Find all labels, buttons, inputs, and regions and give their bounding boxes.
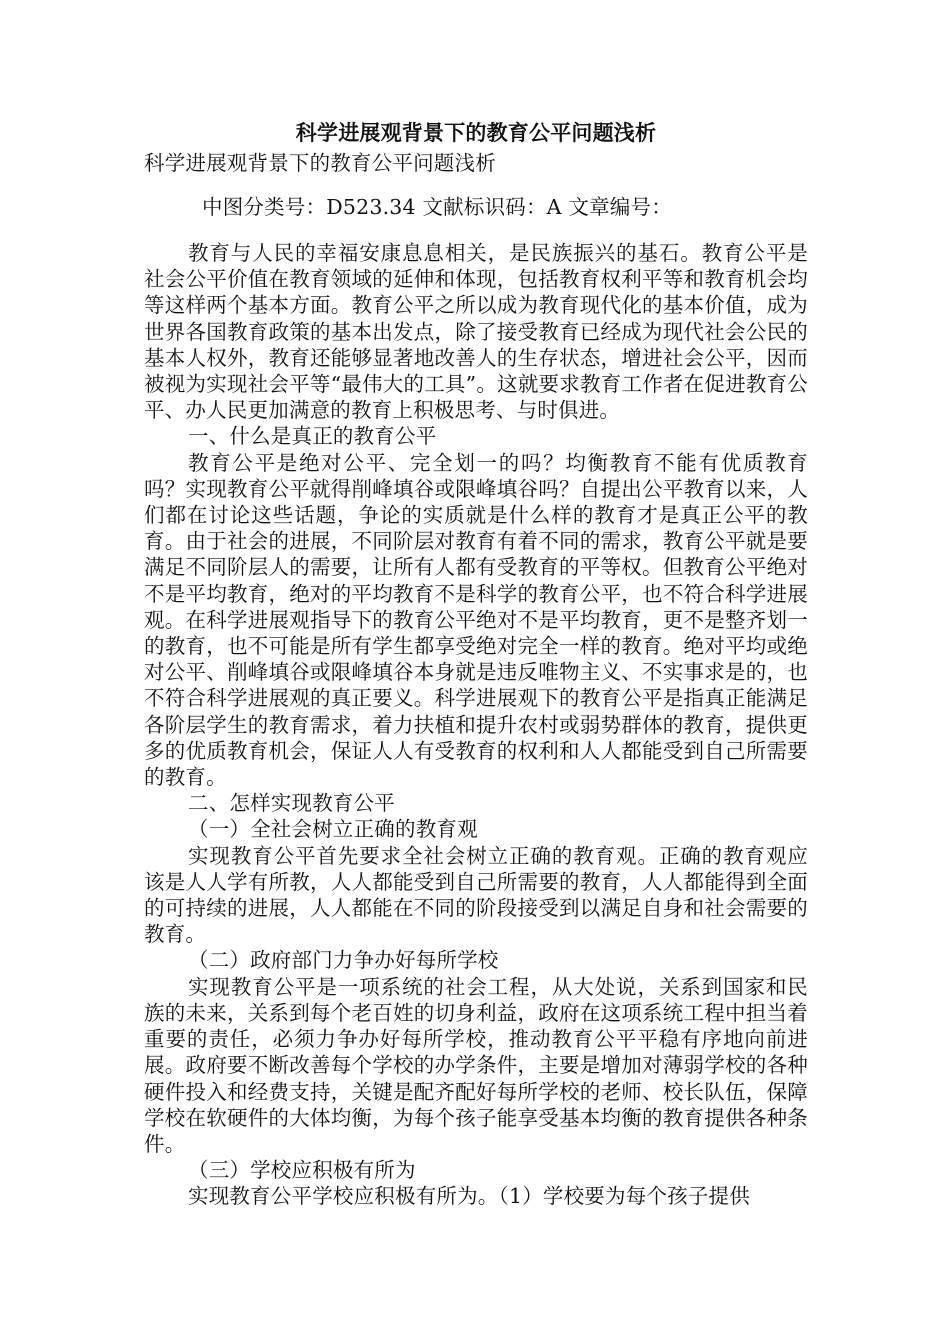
subsection1-heading: （一）全社会树立正确的教育观 — [188, 817, 478, 842]
subsection3-heading: （三）学校应积极有所为 — [188, 1158, 416, 1183]
section1-heading: 一、什么是真正的教育公平 — [188, 424, 437, 449]
section1-paragraph: 教育公平是绝对公平、完全划一的吗？均衡教育不能有优质教育吗？实现教育公平就得削峰填谷或限峰填谷吗？自提出公平教育以来，人们都在讨论这些话题，争论的实质就是什么样的教育才是真正公平的教育。由于社会的进展，不同阶层对教育有着不同的需求，教育公平就是要满足不同阶层人的需要，让所有人都有受教育的平等权。但教育公平绝对不是平均教育，绝对的平均教育不是科学的教育公平，也不符合科学进展观。在科学进展观指导下的教育公平绝对不是平均教育，更不是整齐划一的教育，也不可能是所有学生都享受绝对完全一样的教育。绝对平均或绝对公平、削峰填谷或限峰填谷本身就是违反唯物主义、不实事求是的，也不符合科学进展观的真正要义。科学进展观下的教育公平是指真正能满足各阶层学生的教育需求，着力扶植和提升农村或弱势群体的教育，提供更多的优质教育机会，保证人人有受教育的权利和人人都能受到自己所需要的教育。 — [144, 450, 808, 790]
intro-paragraph: 教育与人民的幸福安康息息相关，是民族振兴的基石。教育公平是社会公平价值在教育领域的延伸和体现，包括教育权利平等和教育机会均等这样两个基本方面。教育公平之所以成为教育现代化的基本价值，成为世界各国教育政策的基本出发点，除了接受教育已经成为现代社会公民的基本人权外，教育还能够显著地改善人的生存状态，增进社会公平，因而被视为实现社会平等“最伟大的工具”。这就要求教育工作者在促进教育公平、办人民更加满意的教育上积极思考、与时俱进。 — [144, 241, 808, 423]
subsection2-paragraph: 实现教育公平是一项系统的社会工程，从大处说，关系到国家和民族的未来，关系到每个老百姓的切身利益，政府在这项系统工程中担当着重要的责任，必须力争办好每所学校，推动教育公平平稳有序地向前进展。政府要不断改善每个学校的办学条件，主要是增加对薄弱学校的各种硬件投入和经费支持，关键是配齐配好每所学校的老师、校长队伍，保障学校在软硬件的大体均衡，为每个孩子能享受基本均衡的教育提供各种条件。 — [144, 974, 808, 1156]
section2-heading: 二、怎样实现教育公平 — [188, 791, 395, 816]
subsection1-paragraph: 实现教育公平首先要求全社会树立正确的教育观。正确的教育观应该是人人学有所教，人人都能受到自己所需要的教育，人人都能得到全面的可持续的进展，人人都能在不同的阶段接受到以满足自身和社会需要的教育。 — [144, 843, 808, 947]
document-subtitle: 科学进展观背景下的教育公平问题浅析 — [144, 151, 496, 175]
classification-line: 中图分类号：D523.34 文献标识码：A 文章编号： — [202, 195, 672, 219]
document-page — [144, 116, 808, 1210]
subsection3-paragraph: 实现教育公平学校应积极有所为。（1）学校要为每个孩子提供 — [188, 1184, 750, 1209]
subsection2-heading: （二）政府部门力争办好每所学校 — [188, 948, 499, 973]
document-title: 科学进展观背景下的教育公平问题浅析 — [295, 120, 657, 145]
